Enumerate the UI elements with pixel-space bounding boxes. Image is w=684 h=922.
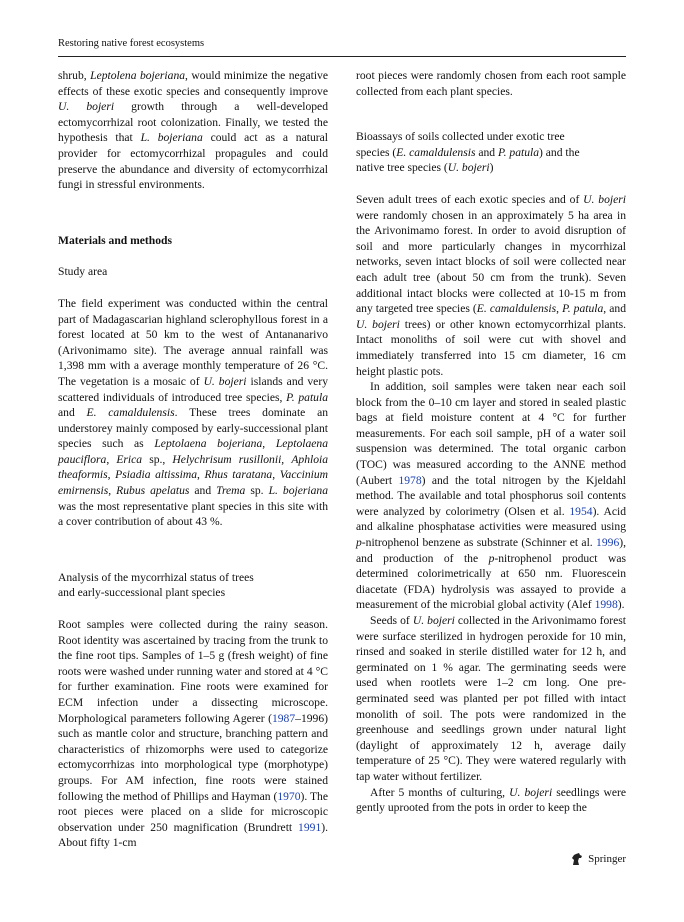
italic-term: U. bojeri xyxy=(203,374,247,388)
text-run: In addition, soil samples were taken near each soil block from the 0–10 cm layer and stored in sealed plastic bags at field moisture content at 4 °C for further measurements. For each soil sample, pH of a water soil suspension was determined. The total organic carbon (TOC) was measured according to the ANNE method (Aubert xyxy=(356,380,626,487)
italic-term: E. camaldulensis xyxy=(476,302,557,316)
text-run: , xyxy=(556,302,563,316)
text-run: trees) or other known ectomycorrhizal plants. Intact monoliths of soil were cut with shovel and immediately transferred into 15 cm diameter, 16 cm height plastic pots. xyxy=(356,317,626,378)
italic-term: Rhus taratana xyxy=(204,468,273,482)
text-run: , xyxy=(197,468,205,482)
text-run: , xyxy=(262,437,276,451)
text-run: ). The root pieces were placed on a slide for microscopic observation under 250 magnification (Brundrett xyxy=(58,789,328,834)
text-run: and xyxy=(475,145,499,159)
italic-term: Erica xyxy=(116,452,143,466)
italic-term: U. bojeri xyxy=(583,192,626,206)
right-column xyxy=(356,68,626,816)
text-run: collected in the Arivonimamo forest were surface sterilized in hydrogen peroxide for 10 min, rinsed and soaked in sterile distilled water for 12 h, and germinated on 1 % agar. The germinating seeds were used when rootlets were 1–2 cm long. One pre-germinated seed was planted per pot filled with intact monolith of soil. The pots were randomized in the greenhouse and seedlings grown under natural light (daylight of approximately 12 h, average daily temperature of 25 °C). They were watered regularly with tap water without fertilizer. xyxy=(356,614,626,783)
italic-term: U. bojeri xyxy=(509,785,553,799)
italic-term: Rubus apelatus xyxy=(116,484,190,498)
text-run: ), and production of the xyxy=(356,536,626,565)
text-run: -nitrophenol product was determined colorimetrically at 650 nm. Fluorescein diacetate (FDA) hydrolysis was assayed to provide a measurement of the microbial global activity (Alef xyxy=(356,551,626,612)
text-run: . These trees dominate an understorey mainly composed by early-successional plant species such as xyxy=(58,406,329,451)
text-run: and xyxy=(58,406,87,420)
intro-paragraph xyxy=(58,68,328,193)
text-run: could act as a natural provider for ectomycorrhizal propagules and could preserve the abundance and diversity of ectomycorrhizal fungi in stressful environments. xyxy=(58,131,328,192)
italic-term: U. bojeri xyxy=(447,161,490,175)
text-run: Seven adult trees of each exotic species and of xyxy=(356,192,584,206)
publisher-footer xyxy=(570,852,626,866)
text-run: root pieces were randomly chosen from each root sample collected from each plant species. xyxy=(356,69,626,98)
text-run: was the most representative plant species in this site with a cover contribution of about 43 %. xyxy=(58,499,328,529)
text-run: sp. xyxy=(245,484,269,498)
text-run: seedlings were gently uprooted from the pots in order to keep the xyxy=(356,785,626,815)
citation-year: 1954 xyxy=(569,504,593,518)
italic-term: U. bojeri xyxy=(58,100,115,114)
citation-year: 1987 xyxy=(271,711,296,725)
subsection-bioassays xyxy=(356,129,626,176)
citation-year: 1998 xyxy=(594,598,618,612)
italic-term: P. patula xyxy=(498,145,540,159)
italic-term: Aphloia theaformis xyxy=(58,452,329,482)
left-column xyxy=(58,68,328,851)
header-rule xyxy=(58,56,626,57)
italic-term: Leptolaena pauciflora xyxy=(58,437,328,466)
citation-year: 1978 xyxy=(398,473,422,487)
study-area-paragraph xyxy=(58,296,328,530)
italic-term: Helychrisum rusillonii xyxy=(172,452,282,466)
text-run: –1996) such as mantle color and structure, branching pattern and characteristics of rhizomorphs were used to categorize ectomycorrhizas into morphological type (morphotype) groups. For AM infection, fine roots were stained following the method of Phillips and Hayman ( xyxy=(58,711,328,803)
italic-term: Vaccinium emirnensis xyxy=(58,468,329,498)
italic-term: Leptolena bojeriana xyxy=(90,69,186,82)
adult-trees-paragraph xyxy=(356,192,626,379)
text-run: ). About fifty 1-cm xyxy=(58,820,328,850)
section-title: Materials and methods xyxy=(58,233,173,247)
italic-term: U. bojeri xyxy=(412,614,455,627)
text-run: , xyxy=(281,452,292,466)
text-run: growth through a well-developed ectomycorrhizal root colonization. Finally, we tested the hypothesis that xyxy=(58,100,328,145)
text-run: , xyxy=(272,468,280,482)
subsection-study-area: Study area xyxy=(58,265,108,279)
text-run: were randomly chosen in an approximately 5 ha area in the Arivonimamo forest. In order to avoid disruption of soil and more particularly changes in mycorrhizal networks, seven intact blocks of soil were collected near each adult tree (about 50 cm from the trunk). Seven additional intact blocks were collected at 10-15 m from any targeted tree species ( xyxy=(356,208,626,316)
text-run: shrub, xyxy=(58,69,91,82)
subsection-mycorrhizal-status xyxy=(58,570,328,601)
text-run: Bioassays of soils collected under exotic tree species ( xyxy=(356,130,565,159)
root-samples-paragraph xyxy=(58,617,328,851)
italic-term: L. bojeriana xyxy=(140,131,203,145)
text-run: islands and very scattered individuals of introduced tree species, xyxy=(58,374,328,404)
after-culturing-paragraph xyxy=(356,785,626,816)
continued-paragraph xyxy=(356,68,626,99)
italic-term: Trema xyxy=(216,484,246,498)
text-run: sp., xyxy=(142,452,173,466)
text-run: Seeds of xyxy=(370,614,413,627)
running-header: Restoring native forest ecosystems xyxy=(58,38,205,49)
italic-term: L. bojeriana xyxy=(268,484,328,498)
text-run: -nitrophenol benzene as substrate (Schinner et al. xyxy=(361,536,597,550)
citation-year: 1991 xyxy=(298,820,322,834)
text-run: , xyxy=(107,468,116,482)
text-run: ). xyxy=(617,598,625,612)
italic-term: p xyxy=(488,551,495,565)
seeds-paragraph xyxy=(356,613,626,785)
text-run: , and xyxy=(603,302,626,316)
citation-year: 1970 xyxy=(277,789,301,803)
italic-term: P. patula xyxy=(286,390,328,404)
publisher-name: Springer xyxy=(588,853,626,865)
italic-term: U. bojeri xyxy=(356,317,400,331)
text-run: ) xyxy=(489,161,494,175)
text-run: ) and the native tree species ( xyxy=(356,145,580,175)
text-run: and xyxy=(189,484,217,498)
springer-horse-icon xyxy=(570,852,584,866)
italic-term: Leptolaena bojeriana xyxy=(154,437,263,451)
text-run: Root samples were collected during the rainy season. Root identity was ascertained by tracing from the trunk to the fine root tips. Samples of 1–5 g (fresh weight) of fine roots were washed under running water and stored at 4 °C for further examination. Fine roots were examined for ECM infection under a dissecting microscope. Morphological parameters following Agerer ( xyxy=(58,618,328,725)
citation-year: 1996 xyxy=(596,536,620,550)
text-run: , xyxy=(108,484,117,498)
italic-term: Psiadia altissima xyxy=(115,468,198,482)
subsection-mycorrhizal-line2: and early-successional plant species xyxy=(58,586,226,600)
italic-term: p xyxy=(356,536,362,550)
text-run: ) and the total nitrogen by the Kjeldahl method. The available and total phosphorus soil contents were analyzed by colorimetry (Olsen et al. xyxy=(356,473,626,518)
text-run: , xyxy=(106,452,117,466)
text-run: ). Acid and alkaline phosphatase activities were measured using xyxy=(356,504,626,534)
italic-term: E. camaldulensis xyxy=(396,145,476,159)
subsection-mycorrhizal-line1: Analysis of the mycorrhizal status of trees xyxy=(58,570,254,584)
text-run: , would minimize the negative effects of these exotic species and consequently improve xyxy=(58,69,328,98)
italic-term: P. patula xyxy=(562,302,604,316)
italic-term: E. camaldulensis xyxy=(86,406,175,420)
text-run: After 5 months of culturing, xyxy=(370,785,510,799)
soil-samples-paragraph xyxy=(356,379,626,613)
text-run: The field experiment was conducted within the central part of Madagascarian highland sclerophyllous forest in a forest located at 50 km to the west of Antananarivo (Arivonimamo site). The average annual rainfall was 1,398 mm with a average monthly temperature of 26 °C. The vegetation is a mosaic of xyxy=(58,296,328,388)
